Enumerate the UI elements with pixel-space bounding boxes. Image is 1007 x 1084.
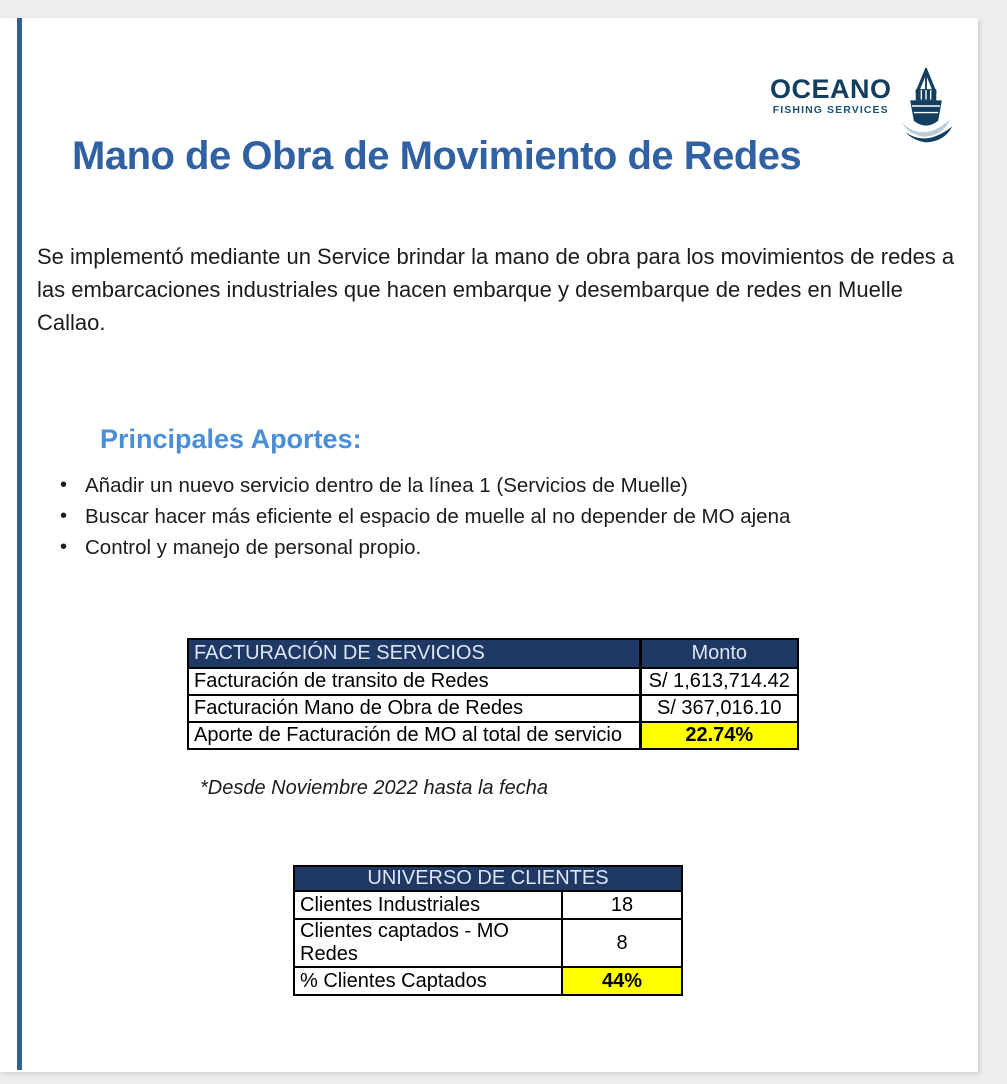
table-row — [294, 919, 682, 967]
logo-subtitle: FISHING SERVICES — [772, 104, 889, 116]
facturacion-header-monto: Monto — [640, 639, 798, 668]
table-header-row — [294, 866, 682, 891]
clientes-table — [293, 865, 683, 996]
page-title: Mano de Obra de Movimiento de Redes — [72, 134, 802, 178]
row-label: Clientes Industriales — [294, 891, 562, 919]
table-row — [188, 695, 798, 722]
aportes-list — [58, 470, 938, 563]
row-value-highlighted: 44% — [562, 967, 682, 995]
table-row — [294, 967, 682, 995]
logo-name: OCEANO — [770, 74, 892, 104]
row-value: S/ 1,613,714.42 — [640, 668, 798, 695]
clientes-header: UNIVERSO DE CLIENTES — [294, 866, 682, 891]
aportes-heading: Principales Aportes: — [100, 424, 362, 454]
row-label: Facturación de transito de Redes — [188, 668, 640, 695]
row-value: 18 — [562, 891, 682, 919]
table-row — [188, 722, 798, 749]
facturacion-table — [187, 638, 799, 750]
row-label: Facturación Mano de Obra de Redes — [188, 695, 640, 722]
table-row — [294, 891, 682, 919]
aportes-item: • Control y manejo de personal propio. — [58, 532, 938, 563]
left-accent-bar — [17, 18, 22, 1070]
table-row — [188, 668, 798, 695]
facturacion-header-label: FACTURACIÓN DE SERVICIOS — [188, 639, 640, 668]
table-header-row — [188, 639, 798, 668]
aportes-item: • Añadir un nuevo servicio dentro de la línea 1 (Servicios de Muelle) — [58, 470, 938, 501]
row-label: Clientes captados - MO Redes — [294, 919, 562, 967]
ship-icon — [898, 68, 954, 149]
aportes-item: • Buscar hacer más eficiente el espacio de muelle al no depender de MO ajena — [58, 501, 938, 532]
document-page — [0, 18, 978, 1072]
intro-paragraph: Se implementó mediante un Service brindar la mano de obra para los movimientos de redes a las embarcaciones industriales que hacen embarque y desembarque de redes en Muelle Callao. — [37, 244, 955, 335]
row-value: S/ 367,016.10 — [640, 695, 798, 722]
row-label: Aporte de Facturación de MO al total de servicio — [188, 722, 640, 749]
row-value: 8 — [562, 919, 682, 967]
date-range-footnote: *Desde Noviembre 2022 hasta la fecha — [200, 777, 548, 799]
row-value-highlighted: 22.74% — [640, 722, 798, 749]
logo-text — [770, 76, 892, 116]
row-label: % Clientes Captados — [294, 967, 562, 995]
